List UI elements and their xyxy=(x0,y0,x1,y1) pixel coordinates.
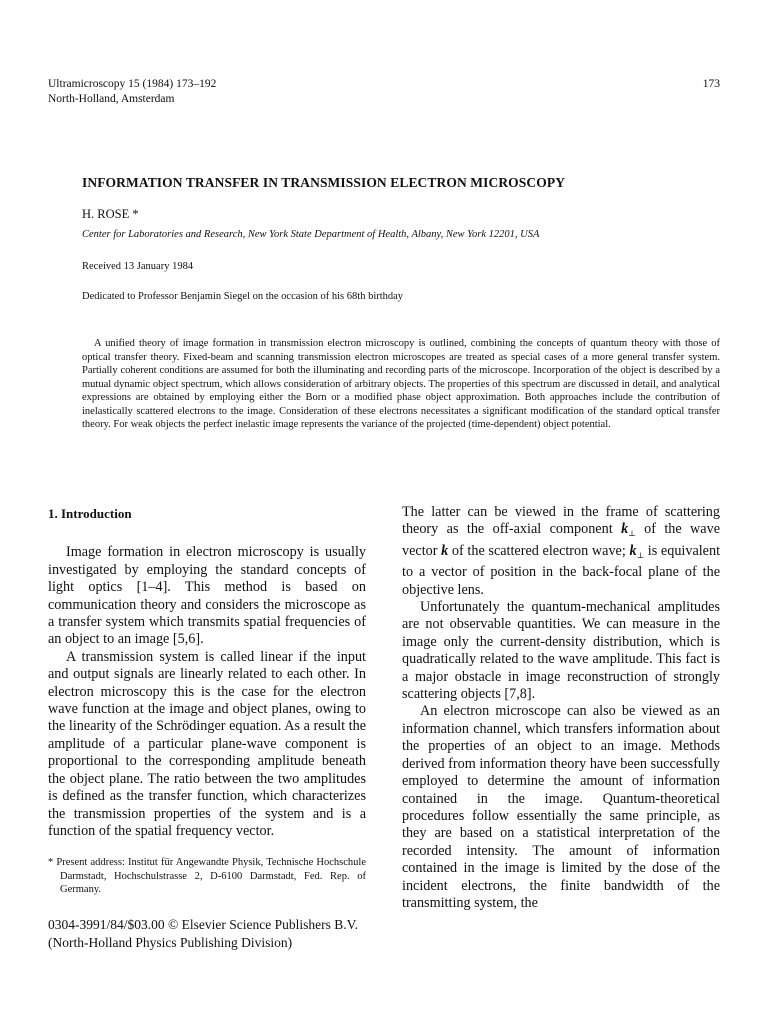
received-date: Received 13 January 1984 xyxy=(82,261,194,272)
section-heading: 1. Introduction xyxy=(48,506,132,521)
intro-paragraph-1: Image formation in electron microscopy is usually investigated by employing the standard concepts of light optics [1–4]. This method is based on communication theory and considers the microscope as a transfer system which transmits spatial frequencies of an object to an image [5,6]. xyxy=(48,544,366,648)
article-title: INFORMATION TRANSFER IN TRANSMISSION ELECTRON MICROSCOPY xyxy=(82,175,566,190)
footnote: * Present address: Institut für Angewandte Physik, Technische Hochschule Darmstadt, Hochschulstrasse 2, D-6100 Darmstadt, Fed. Rep. of Germany. xyxy=(48,857,366,895)
author-affiliation: Center for Laboratories and Research, New York State Department of Health, Albany, New York 12201, USA xyxy=(82,229,540,240)
right-paragraph-2: Unfortunately the quantum-mechanical amplitudes are not observable quantities. We can measure in the image only the current-density distribution, which is quadratically related to the wave amplitude. This fact is a major obstacle in image reconstruction of strongly scattering objects [7,8]. xyxy=(402,599,720,703)
page-number: 173 xyxy=(702,78,720,90)
right-paragraph-1: The latter can be viewed in the frame of scattering theory as the off-axial component $k_\perp$ of the wave vector k of the scattered electron wave; $k_\perp$ is equivalent to a vector of position in the back-focal plane of the objective lens. xyxy=(402,504,721,598)
dedication: Dedicated to Professor Benjamin Siegel on the occasion of his 68th birthday xyxy=(82,291,404,302)
right-paragraph-3: An electron microscope can also be viewed as an information channel, which transfers information about the properties of an object to an image. Methods derived from information theory have been successfully employed to determine the amount of information contained in the image. Quantum-theoretical procedures follow essentially the same principle, as they are based on a statistical interpretation of the recorded intensity. The amount of information contained in the image is limited by the dose of the incident electrons, the finite bandwidth of the transmitting system, the xyxy=(402,703,720,911)
intro-paragraph-2: A transmission system is called linear if the input and output signals are linearly related to each other. In electron microscopy this is the case for the electron wave function at the image and object planes, owing to the linearity of the Schrödinger equation. As a result the amplitude of a particular plane-wave component is proportional to the corresponding amplitude beneath the object plane. The ratio between the two amplitudes is defined as the transfer function, which characterizes the transmission properties of the system and is a function of the spatial frequency vector. xyxy=(48,648,366,839)
publisher-line: North-Holland, Amsterdam xyxy=(48,93,175,105)
article-author: H. ROSE * xyxy=(82,207,139,221)
journal-citation: Ultramicroscopy 15 (1984) 173–192 xyxy=(48,78,217,90)
abstract: A unified theory of image formation in transmission electron microscopy is outlined, combining the concepts of quantum theory with those of optical transfer theory. Fixed-beam and scanning transmission electron microscopes are treated as special cases of a more general transfer system. Partially coherent conditions are assumed for both the illuminating and recording parts of the microscope. Incorporation of the object is described by a mutual dynamic object spectrum, which allows consideration of arbitrary objects. The properties of this spectrum are discussed in detail, and analytical expressions are obtained by employing either the Born or a modified phase object approximation. Both approaches include the contribution of inelastically scattered electrons to the image. Consideration of these electrons necessitates a significant modification of the standard optical transfer theory. For weak objects the perfect inelastic image represents the variance of the projected (time-dependent) object potential. xyxy=(82,338,720,430)
left-column xyxy=(48,505,366,840)
right-column xyxy=(402,504,720,912)
copyright-line: 0304-3991/84/$03.00 © Elsevier Science Publishers B.V. xyxy=(48,917,358,932)
division-line: (North-Holland Physics Publishing Division) xyxy=(48,935,293,950)
